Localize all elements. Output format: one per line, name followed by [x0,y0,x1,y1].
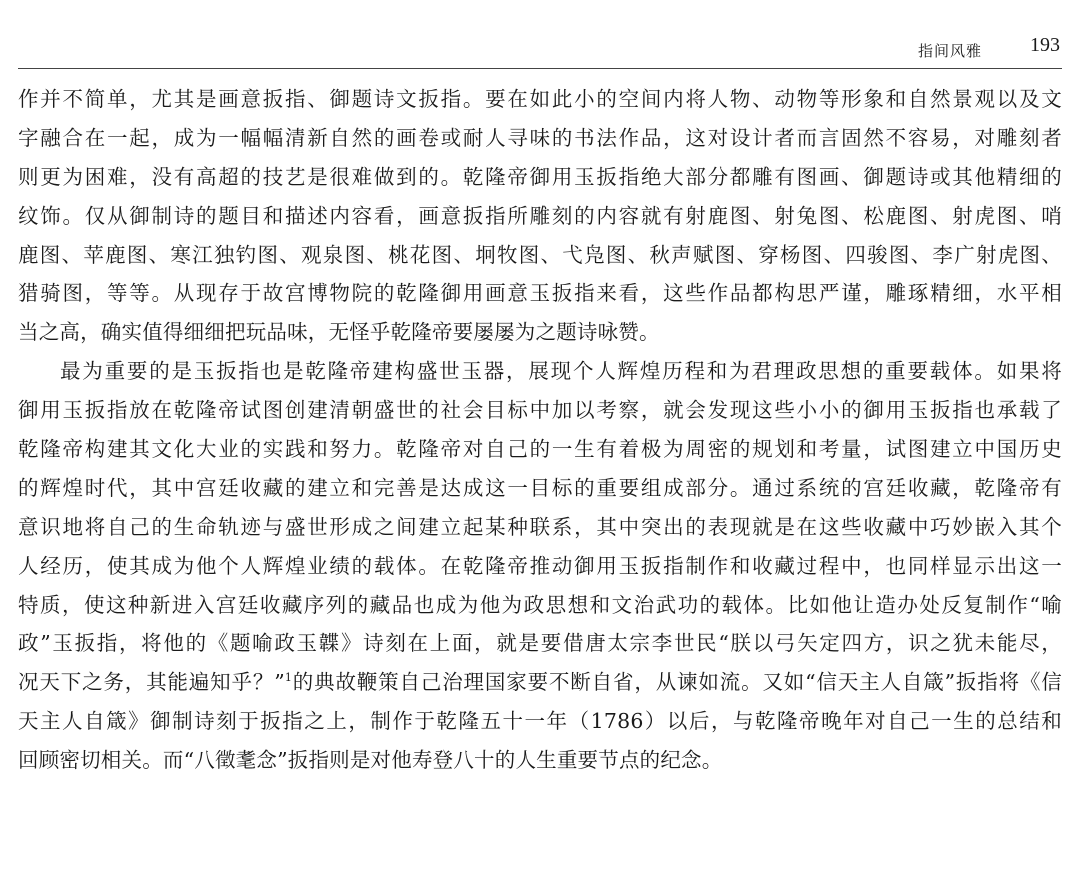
text-line: 的辉煌时代，其中宫廷收藏的建立和完善是达成这一目标的重要组成部分。通过系统的宫廷收藏，乾隆帝有 [18,475,1062,500]
text-line: 当之高，确实值得细细把玩品味，无怪乎乾隆帝要屡屡为之题诗咏赞。 [18,320,660,345]
body-text [18,80,1062,780]
text-line: 御用玉扳指放在乾隆帝试图创建清朝盛世的社会目标中加以考察，就会发现这些小小的御用玉扳指也承载了 [18,398,1062,423]
paragraph-2 [18,352,1062,780]
running-head-title: 指间风雅 [917,42,982,60]
paragraph-1 [18,80,1062,352]
page-number: 193 [1030,34,1060,56]
text-line: 最为重要的是玉扳指也是乾隆帝建构盛世玉器，展现个人辉煌历程和为君理政思想的重要载体。如果将 [60,359,1062,384]
text-line: 乾隆帝构建其文化大业的实践和努力。乾隆帝对自己的一生有着极为周密的规划和考量，试图建立中国历史 [18,437,1062,462]
text-line: 人经历，使其成为他个人辉煌业绩的载体。在乾隆帝推动御用玉扳指制作和收藏过程中，也同样显示出这一 [18,553,1062,578]
text-line: 作并不简单，尤其是画意扳指、御题诗文扳指。要在如此小的空间内将人物、动物等形象和自然景观以及文 [18,87,1062,111]
text-line: 纹饰。仅从御制诗的题目和描述内容看，画意扳指所雕刻的内容就有射鹿图、射兔图、松鹿图、射虎图、哨 [18,203,1062,228]
page-header [18,0,1062,69]
text-line-with-footnote [18,663,1062,702]
text-line: 特质，使这种新进入宫廷收藏序列的藏品也成为他为政思想和文治武功的载体。比如他让造办处反复制作“喻 [18,592,1062,617]
text-line: 猎骑图，等等。从现存于故宫博物院的乾隆御用画意玉扳指来看，这些作品都构思严谨，雕琢精细，水平相 [18,281,1062,306]
text-segment: 况天下之务，其能遍知乎？” [18,670,285,695]
text-segment: 的典故鞭策自己治理国家要不断自省，从谏如流。又如“信天主人自箴”扳指将《信 [292,670,1062,695]
footnote-marker[interactable]: 1 [284,671,293,685]
text-line: 回顾密切相关。而“八徵耄念”扳指则是对他寿登八十的人生重要节点的纪念。 [18,748,723,773]
text-line: 政”玉扳指，将他的《题喻政玉韘》诗刻在上面，就是要借唐太宗李世民“朕以弓矢定四方，识之犹未能尽， [18,631,1062,656]
text-line: 天主人自箴》御制诗刻于扳指之上，制作于乾隆五十一年（1786）以后，与乾隆帝晚年对自己一生的总结和 [18,709,1062,734]
text-line: 鹿图、苹鹿图、寒江独钓图、观泉图、桃花图、坰牧图、弋凫图、秋声赋图、穿杨图、四骏图、李广射虎图、 [18,242,1062,267]
text-line: 意识地将自己的生命轨迹与盛世形成之间建立起某种联系，其中突出的表现就是在这些收藏中巧妙嵌入其个 [18,514,1062,539]
text-line: 字融合在一起，成为一幅幅清新自然的画卷或耐人寻味的书法作品，这对设计者而言固然不容易，对雕刻者 [18,125,1062,150]
text-line: 则更为困难，没有高超的技艺是很难做到的。乾隆帝御用玉扳指绝大部分都雕有图画、御题诗或其他精细的 [18,164,1062,189]
